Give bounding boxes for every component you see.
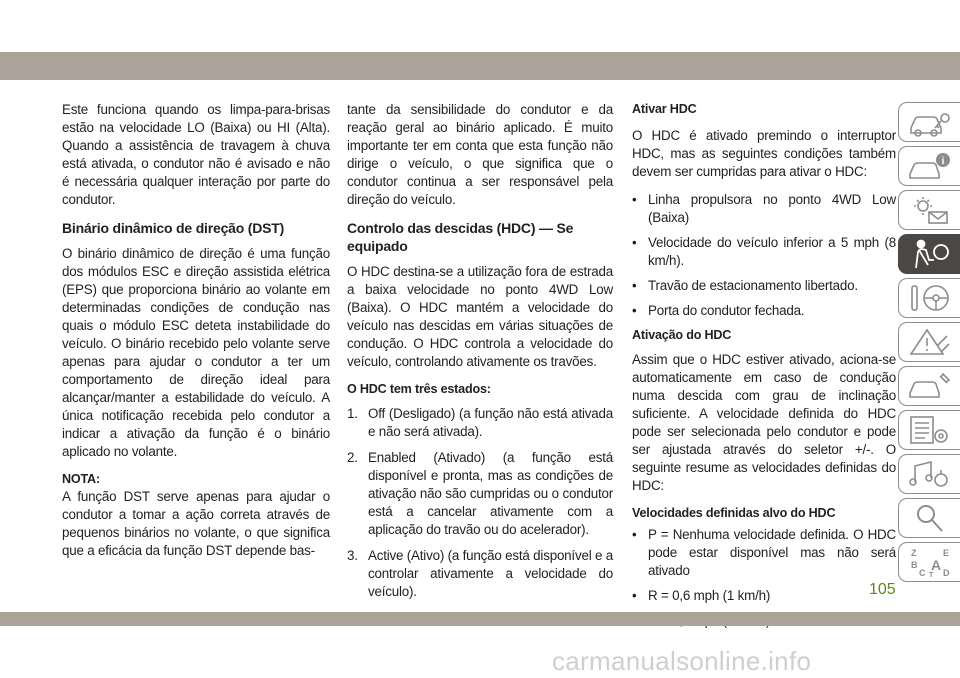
note-label: NOTA: — [62, 472, 100, 486]
list-item: • Porta do condutor fechada. — [632, 302, 896, 320]
language-letter: A — [930, 557, 941, 573]
search-index-icon — [907, 502, 953, 534]
car-info-icon — [907, 150, 953, 182]
dst-heading: Binário dinâmico de direção (DST) — [62, 220, 285, 236]
language-letter: Z — [910, 548, 916, 558]
hdc-intro-paragraph: O HDC destina-se a utilização fora de estrada a baixa velocidade no ponto 4WD Low (Baixa). O HDC mantém a velocidade do veículo nas descidas em várias situações de condução. O HDC controla a velocidade do veículo, controlando ativamente os travões. — [347, 264, 613, 369]
dst-paragraph: O binário dinâmico de direção é uma função dos módulos ESC e direção assistida elétrica (EPS) que proporciona binário ao volante em determinadas condições de condução nas quais o módulo ESC deteta instabilidade do veículo. O binário recebido pelo volante serve apenas para ajudar o condutor a ter um comportamento de direção ideal para alcançar/manter a estabilidade do veículo. A única notificação recebida pelo condutor a indicar a ativação da função é o binário aplicado no volante. — [62, 246, 330, 459]
seatbelt-airbag-icon — [907, 238, 953, 270]
chapter-tab-steering[interactable] — [898, 278, 960, 318]
chapter-tab-language[interactable] — [898, 542, 960, 582]
page-number: 105 — [869, 581, 896, 598]
list-item: • Travão de estacionamento libertado. — [632, 277, 896, 295]
language-letter: B — [910, 560, 917, 570]
list-number: 3. — [347, 548, 358, 563]
language-letter: E — [942, 548, 949, 558]
footer-band — [0, 612, 960, 626]
chapter-tab-index[interactable] — [898, 498, 960, 538]
hdc-heading: Controlo das descidas (HDC) — Se equipado — [347, 220, 574, 254]
multimedia-icon — [907, 458, 953, 490]
column-middle — [347, 101, 613, 609]
list-item: • Linha propulsora no ponto 4WD Low (Baixa) — [632, 191, 896, 227]
list-text: Off (Desligado) (a função não está ativada e não será ativada). — [368, 406, 613, 439]
language-index-icon — [907, 546, 953, 578]
target-speeds-heading: Velocidades definidas alvo do HDC — [632, 506, 836, 520]
chapter-tab-specifications[interactable] — [898, 410, 960, 450]
steering-wheel-icon — [907, 282, 953, 314]
dst-continued-paragraph: tante da sensibilidade do condutor e da reação geral ao binário aplicado. É muito importante ter em conta que esta função não dirige o veículo, o que significa que o condutor continua a ser responsável pela direção do veículo. — [347, 102, 613, 207]
column-right — [632, 101, 896, 637]
roadside-warning-icon — [907, 326, 953, 358]
list-item: • Velocidade do veículo inferior a 5 mph (8 km/h). — [632, 234, 896, 270]
warning-lights-icon — [907, 194, 953, 226]
chapter-tab-safety[interactable] — [898, 234, 960, 274]
language-letter: D — [942, 568, 949, 578]
activation-conditions-list — [632, 191, 896, 320]
chapter-tab-car-key[interactable] — [898, 102, 960, 142]
chapter-tab-warning-lights[interactable] — [898, 190, 960, 230]
list-item — [347, 405, 613, 441]
list-text: Enabled (Ativado) (a função está disponível e pronta, mas as condições de ativação não são cumpridas ou o condutor está a cancelar ativamente com a aplicação do travão ou do acelerador). — [368, 450, 613, 537]
note-text: A função DST serve apenas para ajudar o condutor a tomar a ação correta através de pequenos binários no volante, o que significa que a eficácia da função DST depende bas- — [62, 489, 330, 558]
list-item: • P = Nenhuma velocidade definida. O HDC pode estar disponível mas não será ativado — [632, 526, 896, 580]
hdc-activation-heading: Ativação do HDC — [632, 328, 732, 342]
list-item — [347, 547, 613, 601]
language-letter: C — [918, 568, 925, 578]
car-key-icon — [907, 106, 953, 138]
chapter-tab-roadside[interactable] — [898, 322, 960, 362]
list-item: • R = 0,6 mph (1 km/h) — [632, 587, 896, 605]
list-number: 1. — [347, 406, 358, 421]
svg-text:i: i — [941, 156, 944, 167]
chapter-tab-car-info[interactable] — [898, 146, 960, 186]
car-service-icon — [907, 370, 953, 402]
rain-brake-paragraph: Este funciona quando os limpa-para-brisas estão na velocidade LO (Baixa) ou HI (Alta). Quando a assistência de travagem à chuva está ativada, o condutor não é avisado e não é necessária qualquer interação por parte do condutor. — [62, 102, 330, 207]
chapter-tab-service[interactable] — [898, 366, 960, 406]
hdc-states-heading: O HDC tem três estados: — [347, 382, 491, 396]
hdc-activation-paragraph: Assim que o HDC estiver ativado, aciona-se automaticamente em caso de condução numa descida com grau de inclinação suficiente. A velocidade definida do HDC pode ser selecionada pelo condutor e pode ser ajustada através do seletor +/-. O seguinte resume as velocidades definidas do HDC: — [632, 352, 896, 493]
watermark: carmanualsonline.info — [552, 646, 812, 676]
language-letter: T — [928, 572, 933, 578]
list-item — [347, 449, 613, 539]
chapter-tabs — [898, 102, 960, 586]
specifications-icon — [907, 414, 953, 446]
header-band — [0, 52, 960, 80]
column-left — [62, 101, 330, 560]
chapter-tab-multimedia[interactable] — [898, 454, 960, 494]
list-number: 2. — [347, 450, 358, 465]
list-text: Active (Ativo) (a função está disponível e a controlar ativamente a velocidade do veículo). — [368, 548, 614, 599]
activate-hdc-paragraph: O HDC é ativado premindo o interruptor HDC, mas as seguintes condições também devem ser cumpridas para ativar o HDC: — [632, 128, 896, 179]
hdc-states-list — [347, 405, 613, 601]
activate-hdc-heading: Ativar HDC — [632, 102, 697, 116]
